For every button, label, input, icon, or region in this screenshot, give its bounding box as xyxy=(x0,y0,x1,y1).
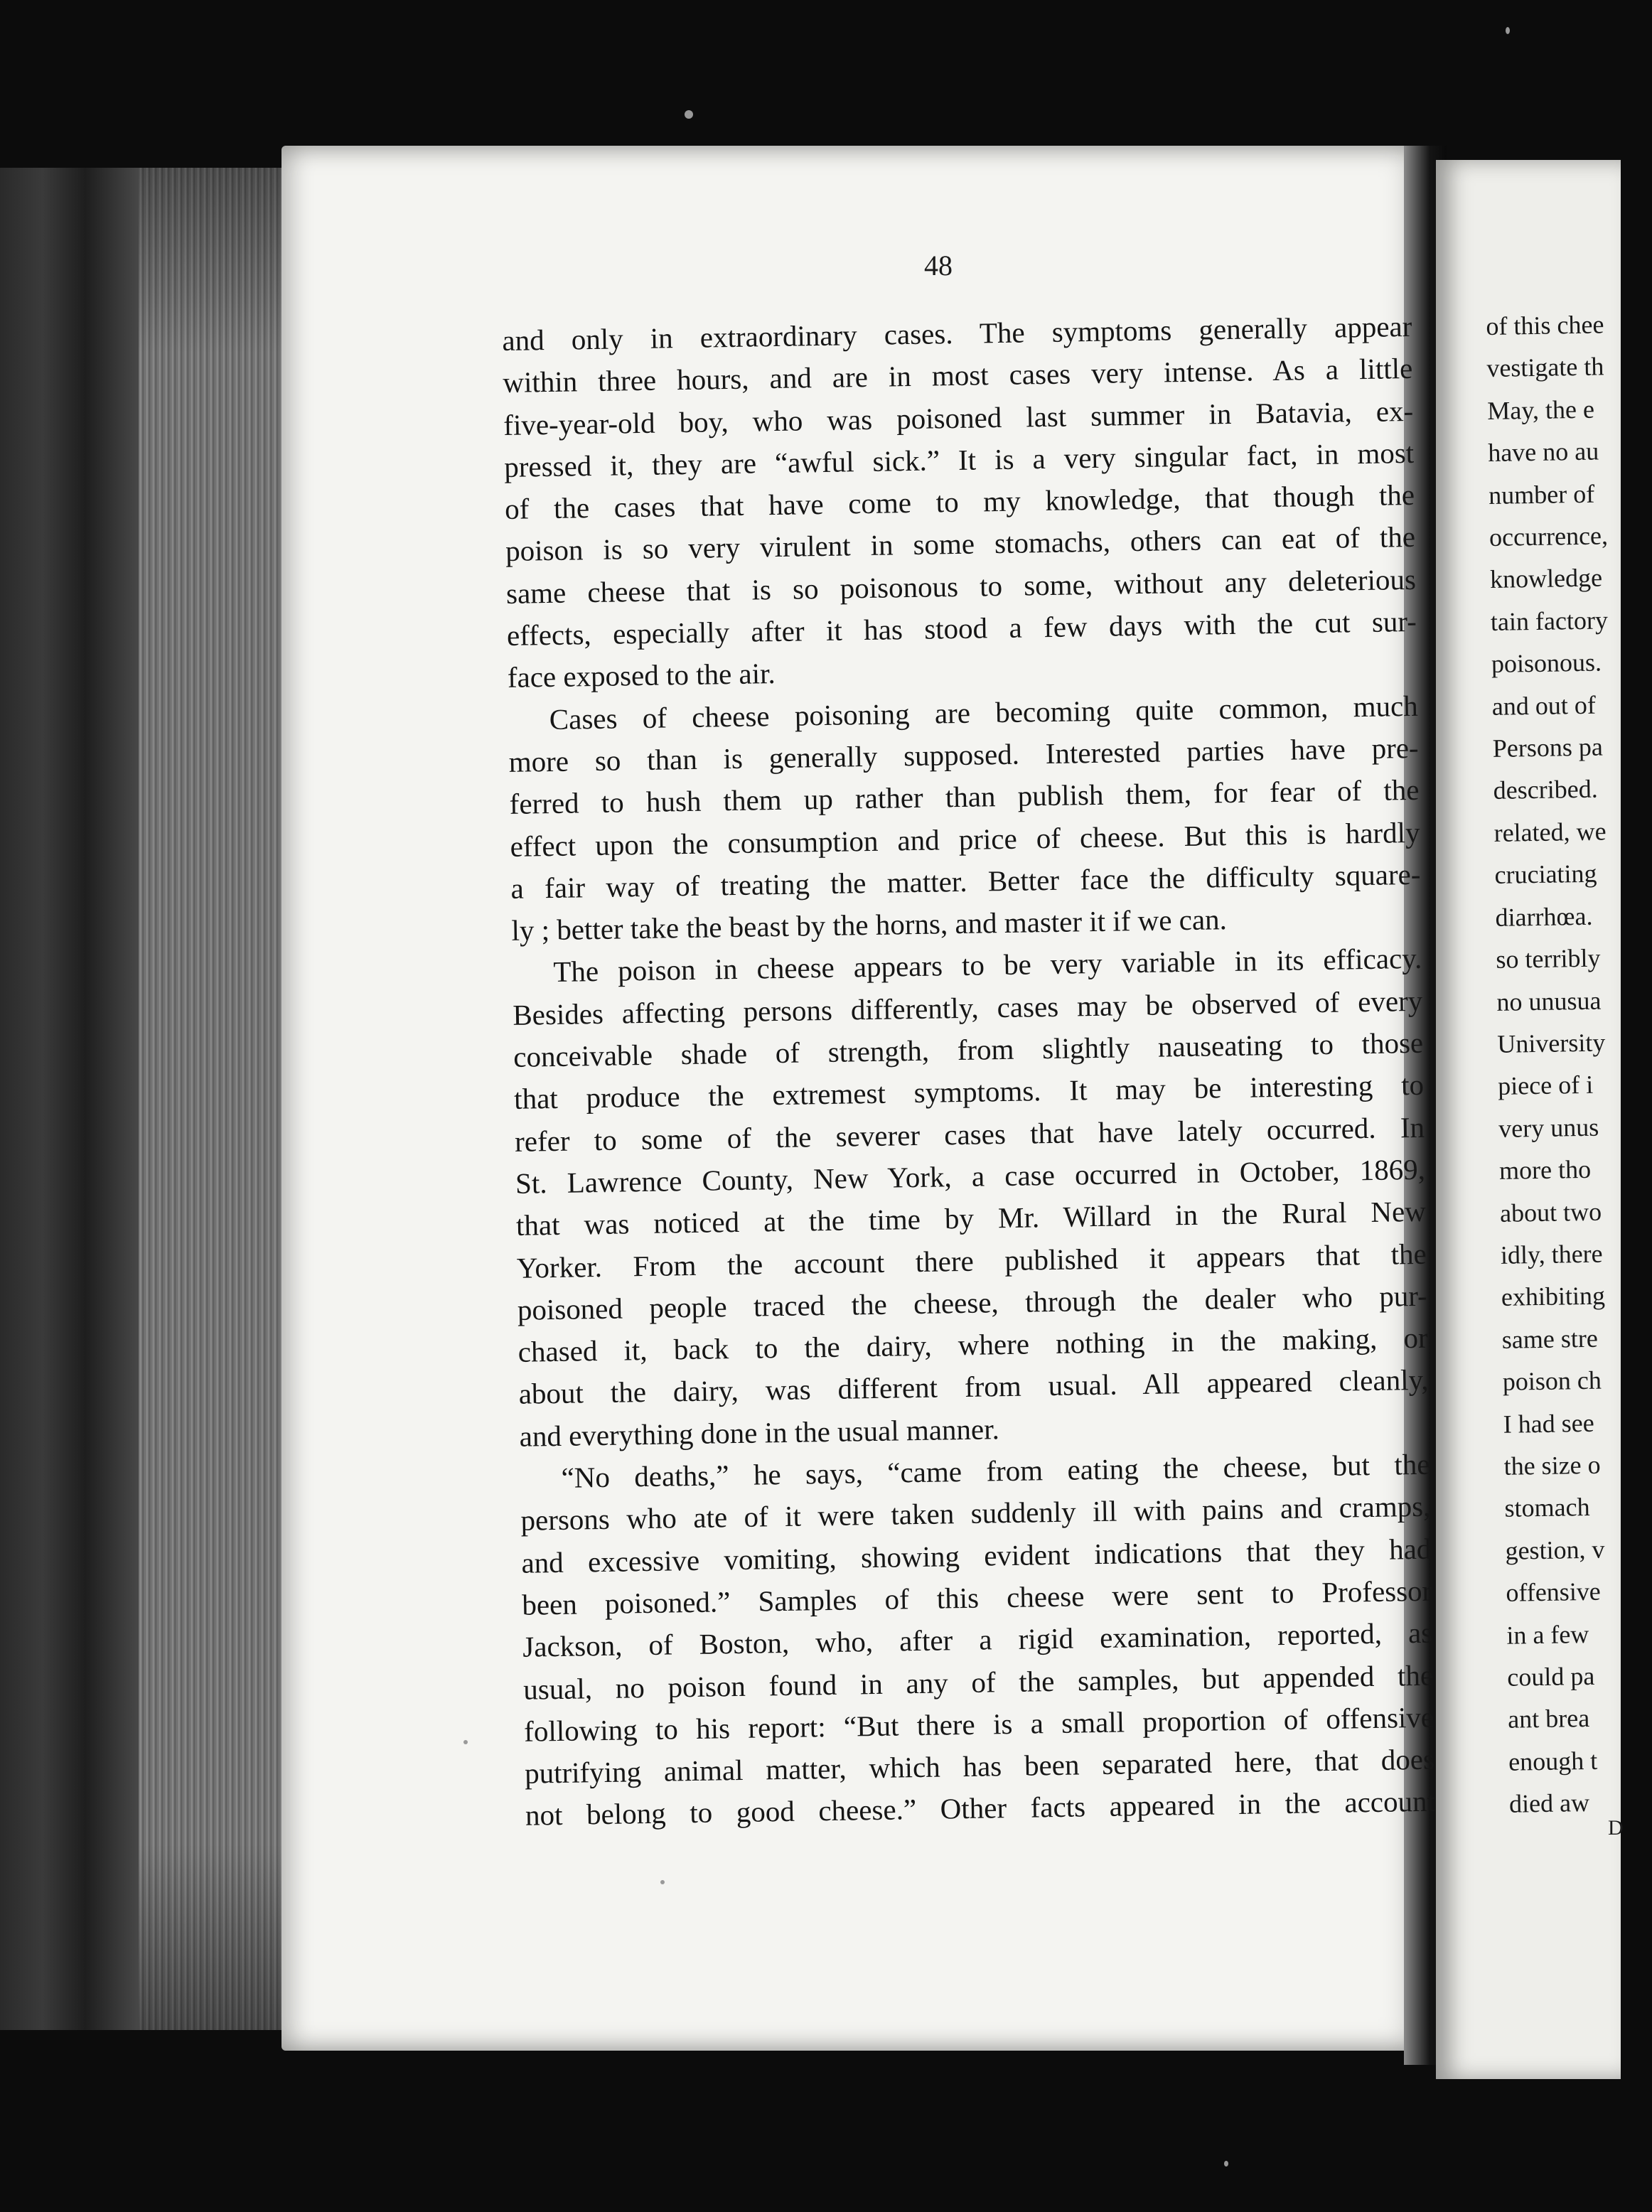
text-line: chased it, back to the dairy, where nothing in the making, or xyxy=(517,1321,1429,1368)
right-page-line: occurrence, xyxy=(1489,521,1609,552)
right-page-line: stomach xyxy=(1504,1493,1590,1523)
text-line: been poisoned.” Samples of this cheese were sent to Professor xyxy=(522,1574,1432,1621)
text-line: conceivable shade of strength, from slightly nauseating to those xyxy=(513,1026,1424,1073)
right-page-line: ant brea xyxy=(1507,1704,1590,1734)
text-line: not belong to good cheese.” Other facts appeared in the account xyxy=(525,1785,1436,1832)
right-page-line: have no au xyxy=(1487,436,1599,468)
right-page-line: vestigate th xyxy=(1486,352,1604,383)
right-page-line: very unus xyxy=(1498,1112,1599,1143)
text-line: effect upon the consumption and price of cheese. But this is hardly xyxy=(510,815,1420,863)
text-line: following to his report: “But there is a small proportion of offensive xyxy=(523,1700,1434,1748)
text-line: “No deaths,” he says, “came from eating the cheese, but the xyxy=(561,1447,1430,1494)
text-line: and excessive vomiting, showing evident indications that they had xyxy=(521,1532,1432,1579)
right-page-line: number of xyxy=(1488,479,1595,510)
right-page-line: cruciating xyxy=(1494,859,1597,890)
book-cover-edge xyxy=(0,168,142,2030)
right-page-line: more tho xyxy=(1498,1154,1592,1185)
dust-speck xyxy=(1506,27,1510,34)
right-page-line: exhibiting xyxy=(1501,1281,1606,1312)
right-page-line: I had see xyxy=(1503,1408,1594,1439)
text-line: ly ; better take the beast by the horns, and master it if we can. xyxy=(511,903,1228,947)
text-line: that was noticed at the time by Mr. Willard in the Rural New xyxy=(515,1194,1427,1242)
text-line: Besides affecting persons differently, cases may be observed of every xyxy=(512,984,1423,1031)
right-page-line: related, we xyxy=(1493,817,1607,847)
right-page-line: University xyxy=(1497,1028,1606,1058)
dust-speck xyxy=(1224,2161,1228,2167)
text-line: ferred to hush them up rather than publish them, for fear of the xyxy=(509,773,1420,821)
page-stack-edge xyxy=(139,168,290,2030)
right-page-line: offensive xyxy=(1506,1577,1602,1607)
right-page-line: tain factory xyxy=(1490,606,1609,636)
right-page-line: the size o xyxy=(1503,1450,1601,1481)
text-line: poison is so very virulent in some stomachs, others can eat of the xyxy=(505,520,1416,568)
right-page-line: gestion, v xyxy=(1505,1535,1605,1565)
text-line: putrifying animal matter, which has been separated here, that does xyxy=(524,1742,1435,1790)
text-line: five-year-old boy, who was poisoned last summer in Batavia, ex- xyxy=(503,394,1414,441)
text-line: usual, no poison found in any of the samples, but appended the xyxy=(522,1658,1434,1706)
right-page-text xyxy=(1486,304,1652,1826)
text-line: that produce the extremest symptoms. It may be interesting to xyxy=(513,1068,1425,1116)
right-page-line: of this chee xyxy=(1486,310,1604,340)
right-page-line: and out of xyxy=(1491,690,1597,721)
right-page-line: described. xyxy=(1493,775,1598,805)
text-line: and everything done in the usual manner. xyxy=(519,1412,1000,1453)
right-page-line: poison ch xyxy=(1502,1365,1602,1396)
text-line: face exposed to the air. xyxy=(507,657,776,694)
right-page-line: Persons pa xyxy=(1492,732,1604,763)
right-page-line: in a few xyxy=(1506,1619,1589,1650)
text-line: Jackson, of Boston, who, after a rigid examination, reported, as xyxy=(522,1616,1433,1663)
text-line: more so than is generally supposed. Interested parties have pre- xyxy=(508,731,1419,778)
text-line: pressed it, they are “awful sick.” It is a very singular fact, in most xyxy=(503,436,1415,483)
dust-speck xyxy=(685,110,693,119)
text-line: same cheese that is so poisonous to some, without any deleterious xyxy=(505,562,1417,610)
right-page-line: May, the e xyxy=(1487,394,1595,425)
text-line: of the cases that have come to my knowledge, that though the xyxy=(504,478,1415,526)
text-line: and only in extraordinary cases. The symptoms generally appear xyxy=(502,309,1412,357)
right-page-footer: D xyxy=(1608,1816,1624,1840)
text-line: a fair way of treating the matter. Better face the difficulty square- xyxy=(510,857,1421,905)
right-page-line: diarrhœa. xyxy=(1495,901,1593,932)
right-page-line: piece of i xyxy=(1497,1070,1594,1101)
text-line: within three hours, and are in most cases very intense. As a little xyxy=(503,352,1413,399)
dust-speck xyxy=(463,1740,468,1744)
text-line: persons who ate of it were taken suddenly ill with pains and cramps, xyxy=(520,1490,1431,1537)
text-line: St. Lawrence County, New York, a case occurred in October, 1869, xyxy=(515,1152,1426,1200)
right-page-line: enough t xyxy=(1508,1746,1598,1776)
right-page-line: died aw xyxy=(1508,1788,1590,1818)
body-text xyxy=(502,306,1435,1837)
right-page-line: so terribly xyxy=(1496,943,1601,974)
text-line: effects, especially after it has stood a few days with the cut sur- xyxy=(506,604,1417,653)
text-line: poisoned people traced the cheese, through the dealer who pur- xyxy=(517,1279,1428,1326)
text-line: refer to some of the severer cases that have lately occurred. In xyxy=(514,1110,1425,1158)
right-page-line: idly, there xyxy=(1500,1239,1603,1269)
text-line: The poison in cheese appears to be very variable in its efficacy. xyxy=(553,942,1422,989)
right-page-line: poisonous. xyxy=(1491,648,1602,679)
dust-speck xyxy=(660,1880,665,1884)
text-line: about the dairy, was different from usual. All appeared cleanly, xyxy=(518,1363,1429,1411)
text-line: Cases of cheese poisoning are becoming quite common, much xyxy=(549,689,1419,736)
right-page-line: knowledge xyxy=(1489,563,1603,594)
right-page-line: could pa xyxy=(1507,1661,1595,1692)
right-page-line: about two xyxy=(1499,1197,1602,1228)
right-page-line: same stre xyxy=(1501,1324,1599,1354)
page-number: 48 xyxy=(924,249,953,281)
text-line: Yorker. From the account there published it appears that the xyxy=(516,1237,1427,1284)
right-page-line: no unusua xyxy=(1496,986,1602,1016)
